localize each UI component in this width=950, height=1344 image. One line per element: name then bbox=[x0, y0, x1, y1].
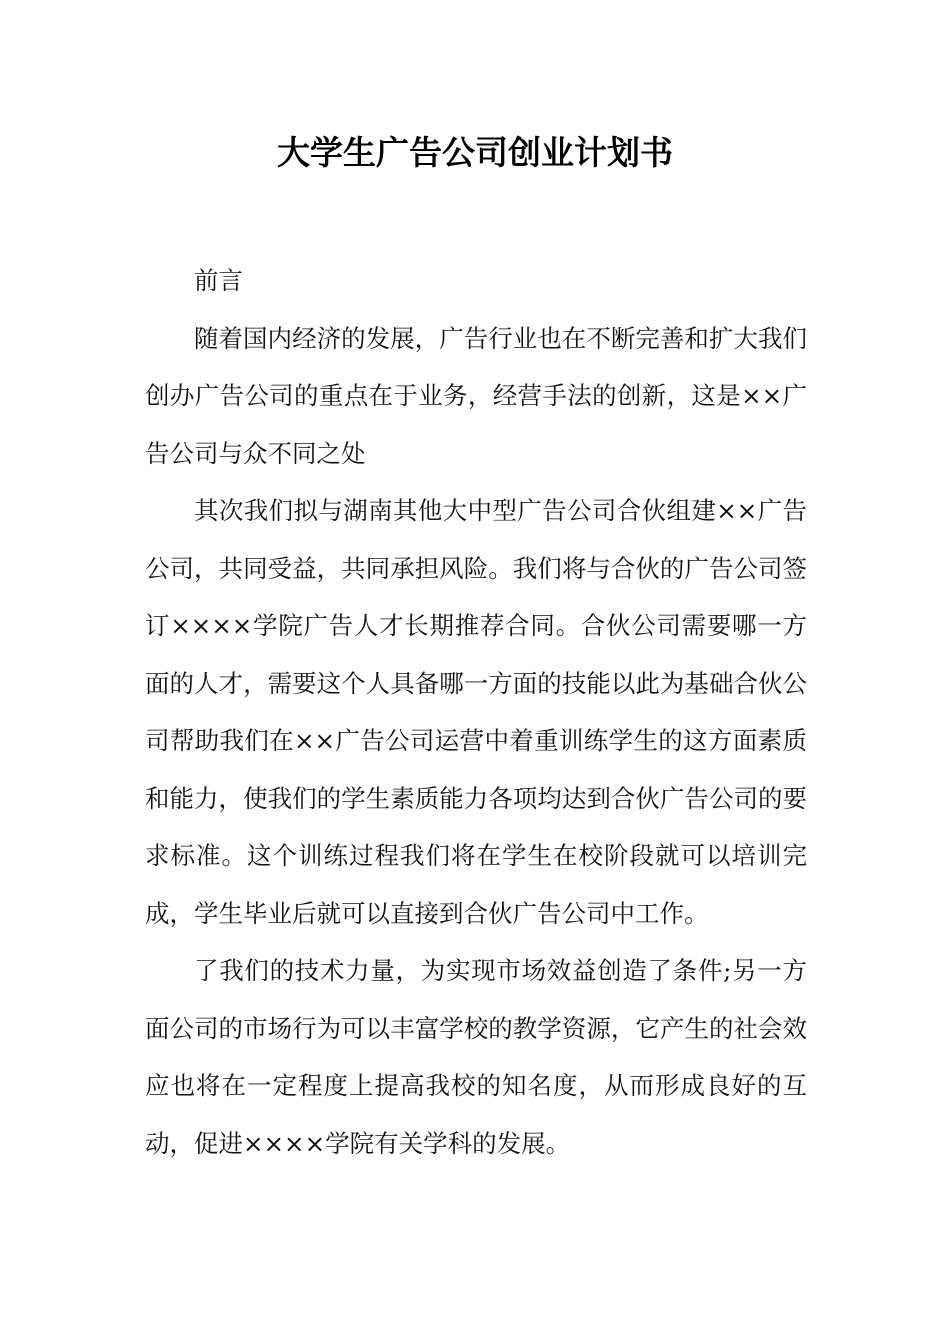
heading-preface: 前言 bbox=[194, 266, 243, 295]
document-title: 大学生广告公司创业计划书 bbox=[277, 133, 673, 172]
paragraph-1: 随着国内经济的发展，广告行业也在不断完善和扩大我们创办广告公司的重点在于业务，经营手法的创新，这是××广告公司与众不同之处 bbox=[145, 323, 807, 468]
document-body bbox=[145, 252, 807, 1172]
paragraph-2: 其次我们拟与湖南其他大中型广告公司合伙组建××广告公司，共同受益，共同承担风险。我们将与合伙的广告公司签订××××学院广告人才长期推荐合同。合伙公司需要哪一方面的人才，需要这个人具备哪一方面的技能以此为基础合伙公司帮助我们在××广告公司运营中着重训练学生的这方面素质和能力，使我们的学生素质能力各项均达到合伙广告公司的要求标准。这个训练过程我们将在学生在校阶段就可以培训完成，学生毕业后就可以直接到合伙广告公司中工作。 bbox=[145, 496, 807, 928]
paragraph-3: 了我们的技术力量，为实现市场效益创造了条件;另一方面公司的市场行为可以丰富学校的教学资源，它产生的社会效应也将在一定程度上提高我校的知名度，从而形成良好的互动，促进××××学院有关学科的发展。 bbox=[145, 956, 807, 1158]
